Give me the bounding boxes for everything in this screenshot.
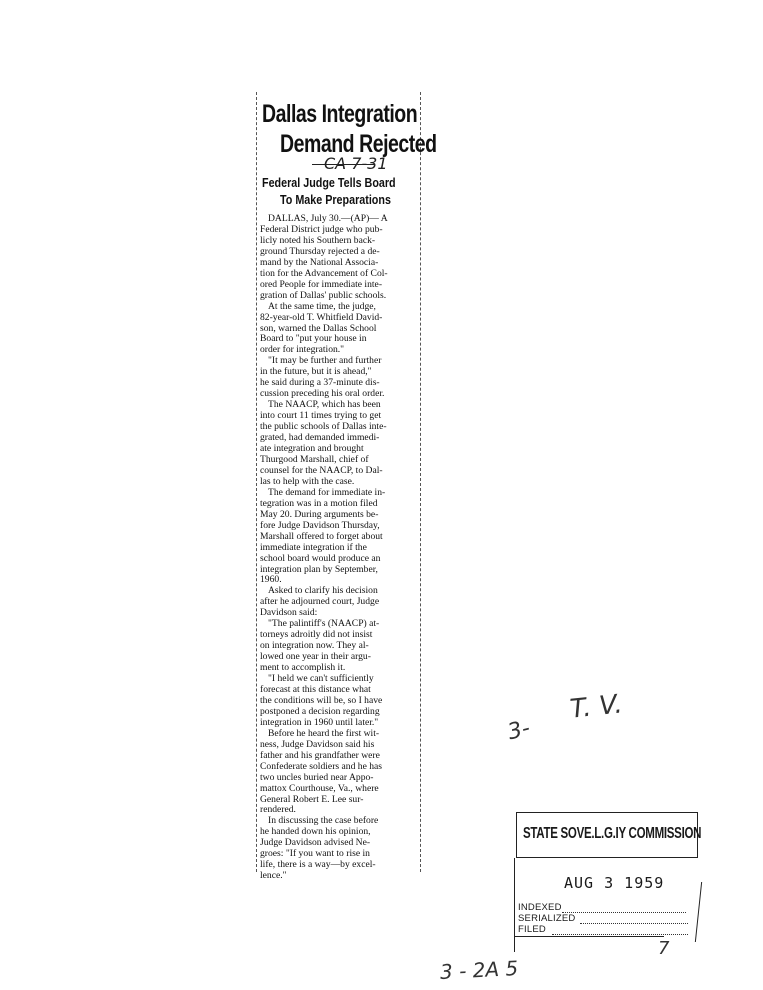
commission-stamp [514,812,700,952]
article-line: las to help with the case. [260,476,355,487]
article-line: life, there is a way—by excel- [260,860,376,871]
article-line: In discussing the case before [268,816,379,827]
article-line: groes: "If you want to rise in [260,849,370,860]
stamp-title: STATE SOVE.L.G.IY COMMISSION [523,825,702,842]
stamp-date: AUG 3 1959 [564,874,665,892]
article-line: two uncles buried near Appo- [260,772,374,783]
article-line: tion for the Advancement of Col- [260,268,388,279]
subheadline-line-2: To Make Preparations [280,193,391,207]
stamp-field-filed: FILED [518,924,546,935]
article-line: 82-year-old T. Whitfield David- [260,312,383,323]
stamp-bottom-border [514,936,664,938]
article-body [260,214,418,882]
article-line: tegration was in a motion filed [260,498,378,509]
article-line: "It may be further and further [268,356,382,367]
stamp-header-box [516,812,702,858]
article-line: he handed down his opinion, [260,827,371,838]
article-line: May 20. During arguments be- [260,509,379,520]
article-line: the conditions will be, so I have [260,695,383,706]
article-line: 1960. [260,575,282,586]
article-line: integration in 1960 until later." [260,717,379,728]
article-line: Confederate soldiers and he has [260,761,383,772]
article-line: ground Thursday rejected a de- [260,246,380,257]
article-line: licly noted his Southern back- [260,235,376,246]
article-line: grated, had demanded immedi- [260,433,380,444]
stamp-field-line [580,923,688,925]
article-line: on integration now. They al- [260,641,369,652]
subheadline-line-1: Federal Judge Tells Board [262,176,396,190]
article-line: DALLAS, July 30.—(AP)— A [268,214,388,224]
article-line: in the future, but it is ahead," [260,367,372,378]
headline-line-2: Demand Rejected [280,130,437,158]
article-line: father and his grandfather were [260,750,380,761]
stamp-right-border [695,882,703,942]
article-line: ness, Judge Davidson said his [260,739,375,750]
article-line: Board to "put your house in [260,334,367,345]
article-line: after he adjourned court, Judge [260,597,380,608]
article-line: school board would produce an [260,553,381,564]
article-line: postponed a decision regarding [260,706,380,717]
article-line: counsel for the NAACP, to Dal- [260,465,383,476]
article-line: the public schools of Dallas inte- [260,422,387,433]
article-line: immediate integration if the [260,542,367,553]
newspaper-clipping [252,92,437,882]
handwritten-file-number: 3 - 2A 5 [439,955,519,985]
clipping-right-edge [420,92,422,872]
article-line: At the same time, the judge, [268,301,376,312]
article-line: son, warned the Dallas School [260,323,377,334]
article-line: lowed one year in their argu- [260,652,371,663]
article-line: into court 11 times trying to get [260,411,382,422]
article-line: Marshall offered to forget about [260,531,383,542]
article-line: fore Judge Davidson Thursday, [260,520,380,531]
article-line: rendered. [260,805,296,816]
article-line: Judge Davidson advised Ne- [260,838,371,849]
stamp-field-indexed: INDEXED [518,902,562,913]
handwritten-initials: T. V. [568,689,624,725]
article-line: forecast at this distance what [260,684,371,695]
article-line: Davidson said: [260,608,318,619]
article-line: Thurgood Marshall, chief of [260,454,369,465]
article-line: torneys adroitly did not insist [260,630,373,641]
article-line: mattox Courthouse, Va., where [260,783,379,794]
clipping-left-edge [256,92,258,872]
article-line: "The palintiff's (NAACP) at- [268,619,380,630]
article-line: integration plan by September, [260,564,378,575]
headline-line-1: Dallas Integration [262,100,418,128]
article-line: lence." [260,871,287,882]
article-line: order for integration." [260,345,345,356]
stamp-field-serialized: SERIALIZED [518,913,576,924]
stamp-field-line [562,912,686,914]
article-line: mand by the National Associa- [260,257,379,268]
article-line: "I held we can't sufficiently [268,674,374,685]
article-line: he said during a 37-minute dis- [260,378,380,389]
handwritten-mark: 3- [505,715,533,746]
article-line: Asked to clarify his decision [268,586,378,597]
article-line: The NAACP, which has been [268,400,381,411]
handwritten-corner-mark: 7 [658,938,670,959]
article-line: cussion preceding his oral order. [260,389,385,400]
article-line: gration of Dallas' public schools. [260,290,387,301]
article-line: General Robert E. Lee sur- [260,794,364,805]
article-line: Federal District judge who pub- [260,224,383,235]
article-line: The demand for immediate in- [268,487,386,498]
article-line: ment to accomplish it. [260,663,346,674]
handwritten-reference: CA 7-31 [324,154,388,173]
article-line: ored People for immediate inte- [260,279,383,290]
article-line: Before he heard the first wit- [268,728,380,739]
article-line: ate integration and brought [260,444,364,455]
